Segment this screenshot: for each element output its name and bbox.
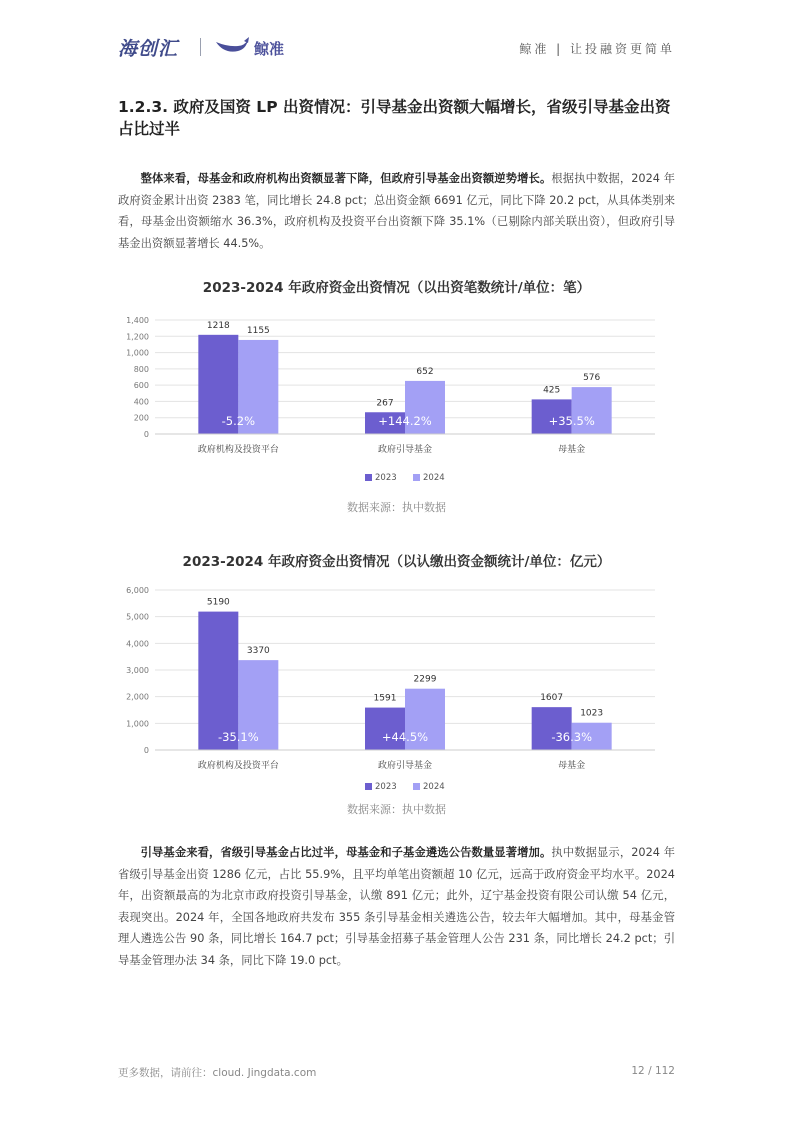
change-label: +44.5%: [381, 730, 429, 744]
jingzhun-logo: 鲸准: [254, 40, 285, 58]
data-label: 1607: [540, 693, 564, 704]
chart2-title: 2023-2024 年政府资金出资情况（以认缴出资金额统计/单位：亿元）: [182, 554, 611, 570]
legend-swatch-2024: [413, 474, 420, 481]
data-label: 3370: [246, 646, 270, 657]
paragraph-overview-lead: 整体来看，母基金和政府机构出资额显著下降，但政府引导基金出资额逆势增长。: [140, 172, 552, 185]
chart2-source: 数据来源：执中数据: [347, 803, 446, 816]
category-label: 母基金: [558, 445, 586, 455]
category-label: 母基金: [558, 761, 586, 771]
data-label: 2299: [413, 674, 437, 685]
y-tick-label: 200: [133, 413, 149, 423]
change-label: -5.2%: [221, 414, 256, 428]
header-slogan: 鲸准 | 让投融资更简单: [519, 42, 675, 56]
change-label: -36.3%: [551, 730, 593, 744]
y-tick-label: 6,000: [126, 586, 149, 595]
chart1-count-bar-chart: [100, 310, 680, 490]
data-label: 267: [376, 398, 394, 409]
legend-label-2024: 2024: [423, 782, 445, 792]
data-label: 1591: [373, 693, 397, 704]
chart1-title: 2023-2024 年政府资金出资情况（以出资笔数统计/单位：笔）: [202, 280, 591, 296]
chart1-source: 数据来源：执中数据: [347, 501, 446, 514]
category-label: 政府机构及投资平台: [197, 445, 279, 455]
paragraph-guidance-lead: 引导基金来看，省级引导基金占比过半，母基金和子基金遴选公告数量显著增加。: [140, 846, 552, 859]
y-tick-label: 3,000: [126, 666, 149, 675]
whale-logo-icon: [214, 36, 250, 56]
haichuanghui-logo: 海创汇: [118, 38, 179, 60]
section-title: 1.2.3. 政府及国资 LP 出资情况：引导基金出资额大幅增长，省级引导基金出资占比过半: [118, 98, 671, 138]
y-tick-label: 2,000: [126, 692, 149, 702]
y-tick-label: 0: [143, 430, 149, 439]
change-label: -35.1%: [217, 730, 259, 744]
y-tick-label: 4,000: [126, 639, 149, 649]
legend-label-2023: 2023: [375, 473, 397, 483]
y-tick-label: 400: [133, 397, 149, 407]
data-label: 5190: [206, 597, 230, 608]
y-tick-label: 0: [143, 746, 149, 755]
legend-swatch-2024: [413, 783, 420, 790]
page-number: 12 / 112: [631, 1065, 675, 1077]
paragraph-overview-text: 根据执中数据，2024 年政府资金累计出资 2383 笔，同比增长 24.8 pct；总出资金额 6691 亿元，同比下降 20.2 pct，从具体类别来看，母基金出资额缩水 36.3%，政府机构及投资平台出资额下降 35.1%（已剔除内部关联出资），但政府引导基金出资额显著增长 44.5%。: [118, 172, 675, 250]
category-label: 政府机构及投资平台: [197, 761, 279, 771]
paragraph-guidance-fund: [118, 842, 675, 971]
data-label: 425: [543, 385, 561, 396]
y-tick-label: 800: [133, 364, 149, 374]
legend-swatch-2023: [365, 783, 372, 790]
y-tick-label: 1,000: [126, 348, 149, 358]
data-label: 576: [583, 373, 601, 384]
category-label: 政府引导基金: [377, 445, 433, 455]
data-label: 1155: [246, 325, 270, 336]
change-label: +35.5%: [548, 414, 595, 428]
chart2-amount-bar-chart: [100, 583, 680, 795]
data-label: 1218: [206, 320, 230, 331]
category-label: 政府引导基金: [377, 761, 433, 771]
data-label: 652: [416, 366, 434, 377]
y-tick-label: 600: [133, 381, 149, 391]
y-tick-label: 5,000: [126, 612, 149, 622]
footer-more-data: 更多数据，请前往：cloud. Jingdata.com: [118, 1067, 317, 1079]
legend-label-2023: 2023: [375, 782, 397, 792]
data-label: 1023: [580, 708, 604, 719]
paragraph-guidance-text: 执中数据显示，2024 年省级引导基金出资 1286 亿元，占比 55.9%，且平均单笔出资额超 10 亿元，远高于政府资金平均水平。2024 年，出资额最高的为北京市政府投资引导基金，认缴 891 亿元；此外，辽宁基金投资有限公司认缴 54 亿元，表现突出。2024 年，全国各地政府共发布 355 条引导基金相关遴选公告，较去年大幅增加。其中，母基金管理人遴选公告 90 条，同比增长 164.7 pct；引导基金招募子基金管理人公告 231 条，同比增长 24.2 pct；引导基金管理办法 34 条，同比下降 19.0 pct。: [118, 846, 675, 967]
legend-label-2024: 2024: [423, 473, 445, 483]
change-label: +144.2%: [378, 414, 432, 428]
header-divider: [200, 38, 201, 56]
paragraph-overview: [118, 168, 675, 254]
y-tick-label: 1,200: [126, 332, 149, 342]
y-tick-label: 1,400: [126, 316, 149, 325]
legend-swatch-2023: [365, 474, 372, 481]
y-tick-label: 1,000: [126, 719, 149, 729]
